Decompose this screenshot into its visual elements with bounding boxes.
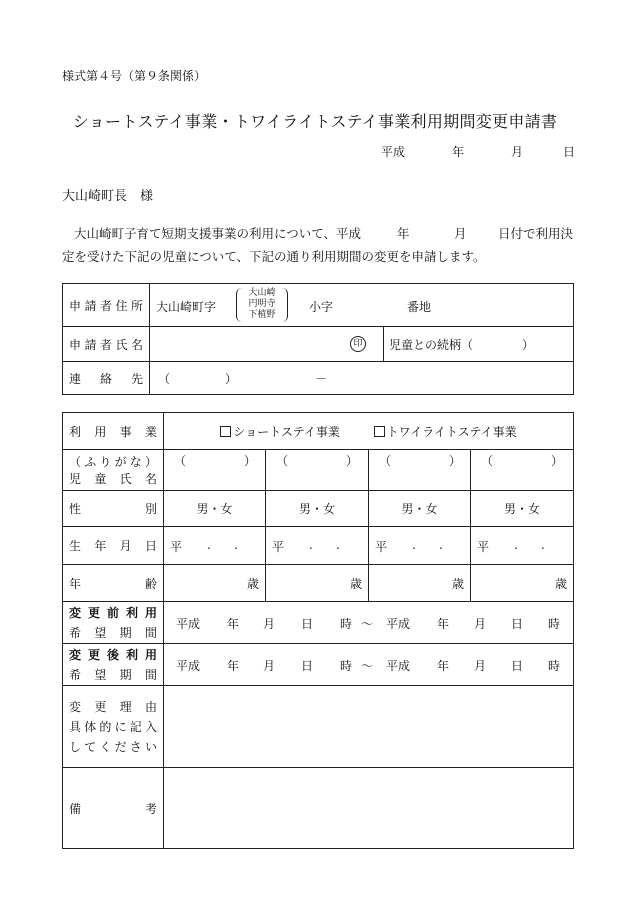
gender-field[interactable] [369, 491, 471, 527]
child-name-field[interactable] [164, 450, 266, 491]
address-koaza: 小字 [309, 300, 334, 314]
period-era: 平成 [176, 659, 201, 673]
statement-line2: 定を受けた下記の児童について、下記の通り利用期間の変更を申請します。 [62, 249, 486, 264]
checkbox-short-stay[interactable] [220, 425, 340, 439]
reason-label-2: 具 体 的 に 記 入 [69, 719, 157, 734]
period-month: 月 [474, 617, 487, 631]
gender-value: 男・女 [298, 502, 335, 516]
period-era: 平成 [386, 659, 411, 673]
birth-era: 平 [375, 540, 388, 554]
paren-close: ） [551, 454, 564, 468]
date-month: 月 [511, 145, 524, 159]
birth-era: 平 [170, 540, 183, 554]
contact-dash: － [315, 372, 328, 386]
checkbox-twilight-stay[interactable] [374, 425, 517, 439]
contact-paren-open: （ [158, 372, 171, 386]
period-year: 年 [437, 617, 450, 631]
before-period-label-cell [63, 602, 164, 644]
remarks-label-cell [63, 768, 164, 849]
birth-dot: . [207, 538, 211, 552]
gender-value: 男・女 [503, 502, 540, 516]
applicant-name-field[interactable] [150, 327, 384, 362]
child-name-field[interactable] [266, 450, 369, 491]
age-label: 年 齢 [69, 576, 157, 591]
contact-paren-close: ） [225, 372, 238, 386]
reason-field[interactable] [164, 686, 574, 768]
age-field[interactable] [471, 565, 574, 602]
form-number: 様式第４号（第９条関係） [62, 69, 207, 83]
page-title: ショートステイ事業・トワイライトステイ事業利用期間変更申請書 [72, 112, 558, 131]
addressee: 大山崎町長 様 [62, 189, 154, 204]
birthdate-field[interactable] [164, 527, 266, 565]
service-label: 利 用 事 業 [69, 424, 157, 439]
birth-dot: . [412, 538, 416, 552]
birthdate-field[interactable] [369, 527, 471, 565]
birth-era: 平 [477, 540, 490, 554]
gender-label: 性 別 [69, 502, 157, 516]
relation-field[interactable] [384, 327, 574, 362]
period-month: 月 [263, 617, 276, 631]
date-year: 年 [452, 145, 465, 159]
area-option: 下植野 [248, 310, 276, 320]
birth-dot: . [309, 538, 313, 552]
seal-mark: 印 [350, 336, 366, 352]
paren-close: ） [244, 454, 257, 468]
period-hour: 時 [340, 659, 353, 673]
address-field[interactable] [150, 284, 574, 327]
date-day: 日 [563, 145, 576, 159]
address-label: 申 請 者 住 所 [69, 298, 143, 313]
reason-label-cell [63, 686, 164, 768]
after-period-label-1: 変 更 後 利 用 [69, 647, 157, 662]
paren-close: ） [449, 454, 462, 468]
birth-dot: . [336, 538, 340, 552]
relation-close: ） [522, 338, 535, 352]
birthdate-label-cell [63, 527, 164, 565]
period-day: 日 [511, 617, 524, 631]
before-period-label-1: 変 更 前 利 用 [69, 605, 157, 620]
name-label-cell [63, 327, 150, 362]
period-year: 年 [227, 659, 240, 673]
birth-dot: . [541, 538, 545, 552]
gender-field[interactable] [164, 491, 266, 527]
birthdate-field[interactable] [266, 527, 369, 565]
age-unit: 歳 [554, 576, 567, 591]
period-era: 平成 [176, 617, 201, 631]
gender-value: 男・女 [196, 502, 233, 516]
usage-table [62, 412, 574, 849]
age-field[interactable] [164, 565, 266, 602]
birthdate-label: 生 年 月 日 [69, 539, 157, 553]
address-label-cell [63, 284, 150, 327]
before-period-label-2: 希 望 期 間 [69, 625, 157, 640]
checkbox-icon [220, 426, 231, 437]
period-hour: 時 [548, 659, 561, 673]
area-option: 円明寺 [248, 299, 276, 309]
gender-field[interactable] [266, 491, 369, 527]
applicant-table [62, 283, 574, 395]
after-period-label-cell [63, 644, 164, 686]
area-option: 大山崎 [248, 288, 276, 298]
paren-open: （ [174, 454, 187, 468]
age-field[interactable] [266, 565, 369, 602]
age-unit: 歳 [349, 576, 362, 591]
birth-dot: . [514, 538, 518, 552]
request-statement [62, 222, 572, 268]
after-period-field[interactable] [164, 644, 574, 686]
remarks-field[interactable] [164, 768, 574, 849]
paren-close: ） [346, 454, 359, 468]
period-day: 日 [301, 617, 314, 631]
period-day: 日 [511, 659, 524, 673]
applicant-name-label: 申 請 者 氏 名 [69, 337, 143, 352]
contact-label-cell [63, 362, 150, 395]
date-era: 平成 [381, 145, 406, 159]
period-year: 年 [227, 617, 240, 631]
period-era: 平成 [386, 617, 411, 631]
statement-year: 年 [397, 226, 410, 241]
statement-line1-start: 大山崎町子育て短期支援事業の利用について、平成 [74, 226, 362, 241]
gender-label-cell [63, 491, 164, 527]
before-period-field[interactable] [164, 602, 574, 644]
age-unit: 歳 [246, 576, 259, 591]
reason-label-1: 変 更 理 由 [69, 699, 157, 714]
gender-field[interactable] [471, 491, 574, 527]
statement-line1-end: 日付で利用決 [498, 226, 574, 241]
paren-open: （ [379, 454, 392, 468]
paren-open: （ [481, 454, 494, 468]
period-tilde: ～ [361, 617, 374, 631]
twilight-stay-label: トワイライトステイ事業 [386, 424, 517, 439]
remarks-label: 備 考 [69, 801, 157, 816]
paren-open: （ [276, 454, 289, 468]
birth-dot: . [234, 538, 238, 552]
birth-dot: . [439, 538, 443, 552]
checkbox-icon [374, 426, 385, 437]
after-period-label-2: 希 望 期 間 [69, 667, 157, 682]
child-name-field[interactable] [471, 450, 574, 491]
service-label-cell [63, 413, 164, 450]
period-tilde: ～ [361, 659, 374, 673]
contact-field[interactable] [150, 362, 574, 395]
age-unit: 歳 [451, 576, 464, 591]
gender-value: 男・女 [401, 502, 438, 516]
age-field[interactable] [369, 565, 471, 602]
child-name-label-cell [63, 450, 164, 491]
child-name-field[interactable] [369, 450, 471, 491]
period-month: 月 [474, 659, 487, 673]
relation-label: 児童との続柄（ [389, 338, 474, 352]
address-banchi: 番地 [407, 300, 432, 314]
reason-label-3: し て く だ さ い [69, 739, 157, 754]
area-options [236, 288, 288, 322]
period-day: 日 [301, 659, 314, 673]
period-year: 年 [437, 659, 450, 673]
period-hour: 時 [340, 617, 353, 631]
short-stay-label: ショートステイ事業 [233, 424, 340, 439]
child-name-label: 児 童 氏 名 [69, 472, 157, 486]
period-hour: 時 [548, 617, 561, 631]
contact-label: 連 絡 先 [69, 371, 143, 386]
address-town: 大山崎町字 [156, 300, 217, 314]
age-label-cell [63, 565, 164, 602]
birth-era: 平 [272, 540, 285, 554]
birthdate-field[interactable] [471, 527, 574, 565]
statement-month: 月 [454, 226, 467, 241]
furigana-label: （ ふ り が な ） [69, 455, 157, 469]
period-month: 月 [263, 659, 276, 673]
service-options [164, 413, 574, 450]
